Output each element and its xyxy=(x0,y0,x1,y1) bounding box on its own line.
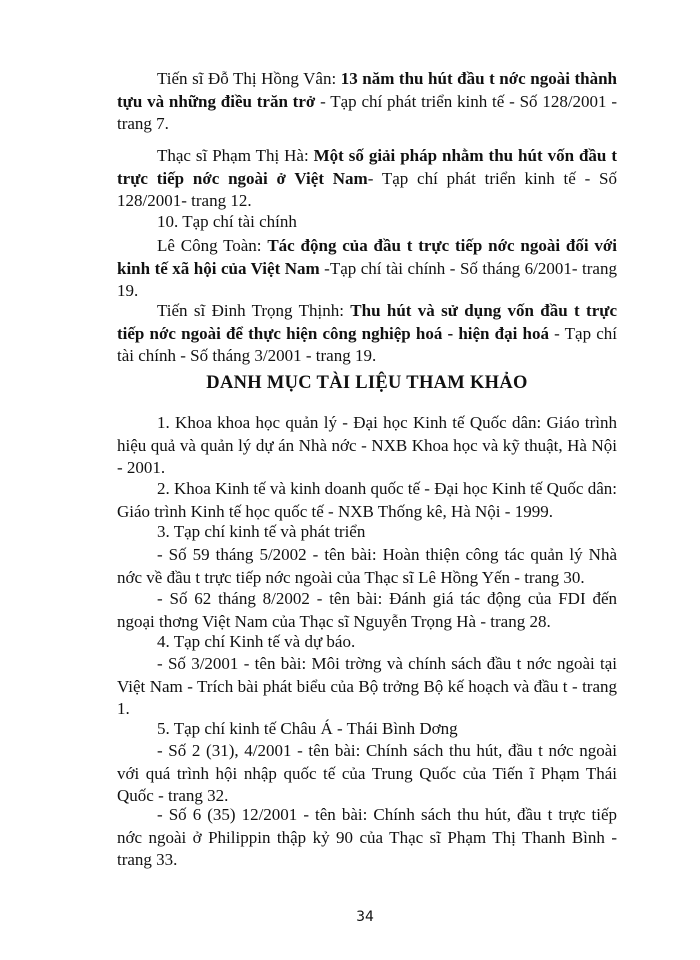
ref-source: - Tạp chí phát triển kinh tế - Số 128/2001- trang 12. xyxy=(117,168,617,211)
journal-ref-2 xyxy=(117,145,617,213)
reference-item: - Số 59 tháng 5/2002 - tên bài: Hoàn thiện công tác quản lý Nhà nớc về đầu t trực tiếp nớc ngoài của Thạc sĩ Lê Hồng Yến - trang 30. xyxy=(117,545,617,587)
journal-ref-4 xyxy=(117,300,617,368)
reference-item: 5. Tạp chí kinh tế Châu Á - Thái Bình Dơng xyxy=(157,719,458,738)
reference-item: 2. Khoa Kinh tế và kinh doanh quốc tế - Đại học Kinh tế Quốc dân: Giáo trình Kinh tế học quốc tế - NXB Thống kê, Hà Nội - 1999. xyxy=(117,479,617,521)
reference-item: 4. Tạp chí Kinh tế và dự báo. xyxy=(157,632,356,651)
references-heading: DANH MỤC TÀI LIỆU THAM KHẢO xyxy=(206,373,528,393)
reference-item: 3. Tạp chí kinh tế và phát triển xyxy=(157,522,366,541)
reference-item: - Số 2 (31), 4/2001 - tên bài: Chính sách thu hút, đầu t nớc ngoài với quá trình hội nhập quốc tế của Trung Quốc của Tiến ĩ Phạm Thái Quốc - trang 32. xyxy=(117,741,617,806)
section-label: 10. Tạp chí tài chính xyxy=(157,212,297,231)
ref-source: - Tạp chí tài chính - Số tháng 3/2001 - trang 19. xyxy=(117,323,617,366)
reference-item: - Số 6 (35) 12/2001 - tên bài: Chính sách thu hút, đầu t trực tiếp nớc ngoài ở Philippin thập kỷ 90 của Thạc sĩ Phạm Thị Thanh Bình - trang 33. xyxy=(117,805,617,870)
journal-section-10 xyxy=(117,211,617,234)
ref-title: Một số giải pháp nhằm thu hút vốn đầu t trực tiếp nớc ngoài ở Việt Nam xyxy=(117,146,617,188)
ref-source: -Tạp chí tài chính - Số tháng 6/2001- trang 19. xyxy=(117,258,617,301)
ref-title: Thu hút và sử dụng vốn đầu t trực tiếp nớc ngoài để thực hiện công nghiệp hoá - hiện đại hoá xyxy=(117,301,617,343)
ref-author: Thạc sĩ Phạm Thị Hà: xyxy=(157,146,314,165)
reference-item: - Số 62 tháng 8/2002 - tên bài: Đánh giá tác động của FDI đến ngoại thơng Việt Nam của Thạc sĩ Nguyễn Trọng Hà - trang 28. xyxy=(117,589,617,631)
ref-author: Lê Công Toàn: xyxy=(157,236,268,255)
page-number: 34 xyxy=(356,909,374,925)
ref-title: Tác động của đầu t trực tiếp nớc ngoài đối với kinh tế xã hội của Việt Nam xyxy=(117,236,617,278)
ref-author: Tiến sĩ Đỗ Thị Hồng Vân: xyxy=(157,69,341,88)
journal-ref-1 xyxy=(117,68,617,136)
reference-item: 1. Khoa khoa học quản lý - Đại học Kinh tế Quốc dân: Giáo trình hiệu quả và quản lý dự án Nhà nớc - NXB Khoa học và kỹ thuật, Hà Nội - 2001. xyxy=(117,413,617,478)
ref-source: - Tạp chí phát triển kinh tế - Số 128/2001 - trang 7. xyxy=(117,91,618,134)
reference-item: - Số 3/2001 - tên bài: Môi trờng và chính sách đầu t nớc ngoài tại Việt Nam - Trích bài phát biểu của Bộ trởng Bộ kế hoạch và đầu t - trang 1. xyxy=(117,654,617,719)
ref-title: 13 năm thu hút đầu t nớc ngoài thành tựu và những điều trăn trở xyxy=(117,69,617,111)
ref-author: Tiến sĩ Đinh Trọng Thịnh: xyxy=(157,301,351,320)
journal-ref-3 xyxy=(117,235,617,303)
